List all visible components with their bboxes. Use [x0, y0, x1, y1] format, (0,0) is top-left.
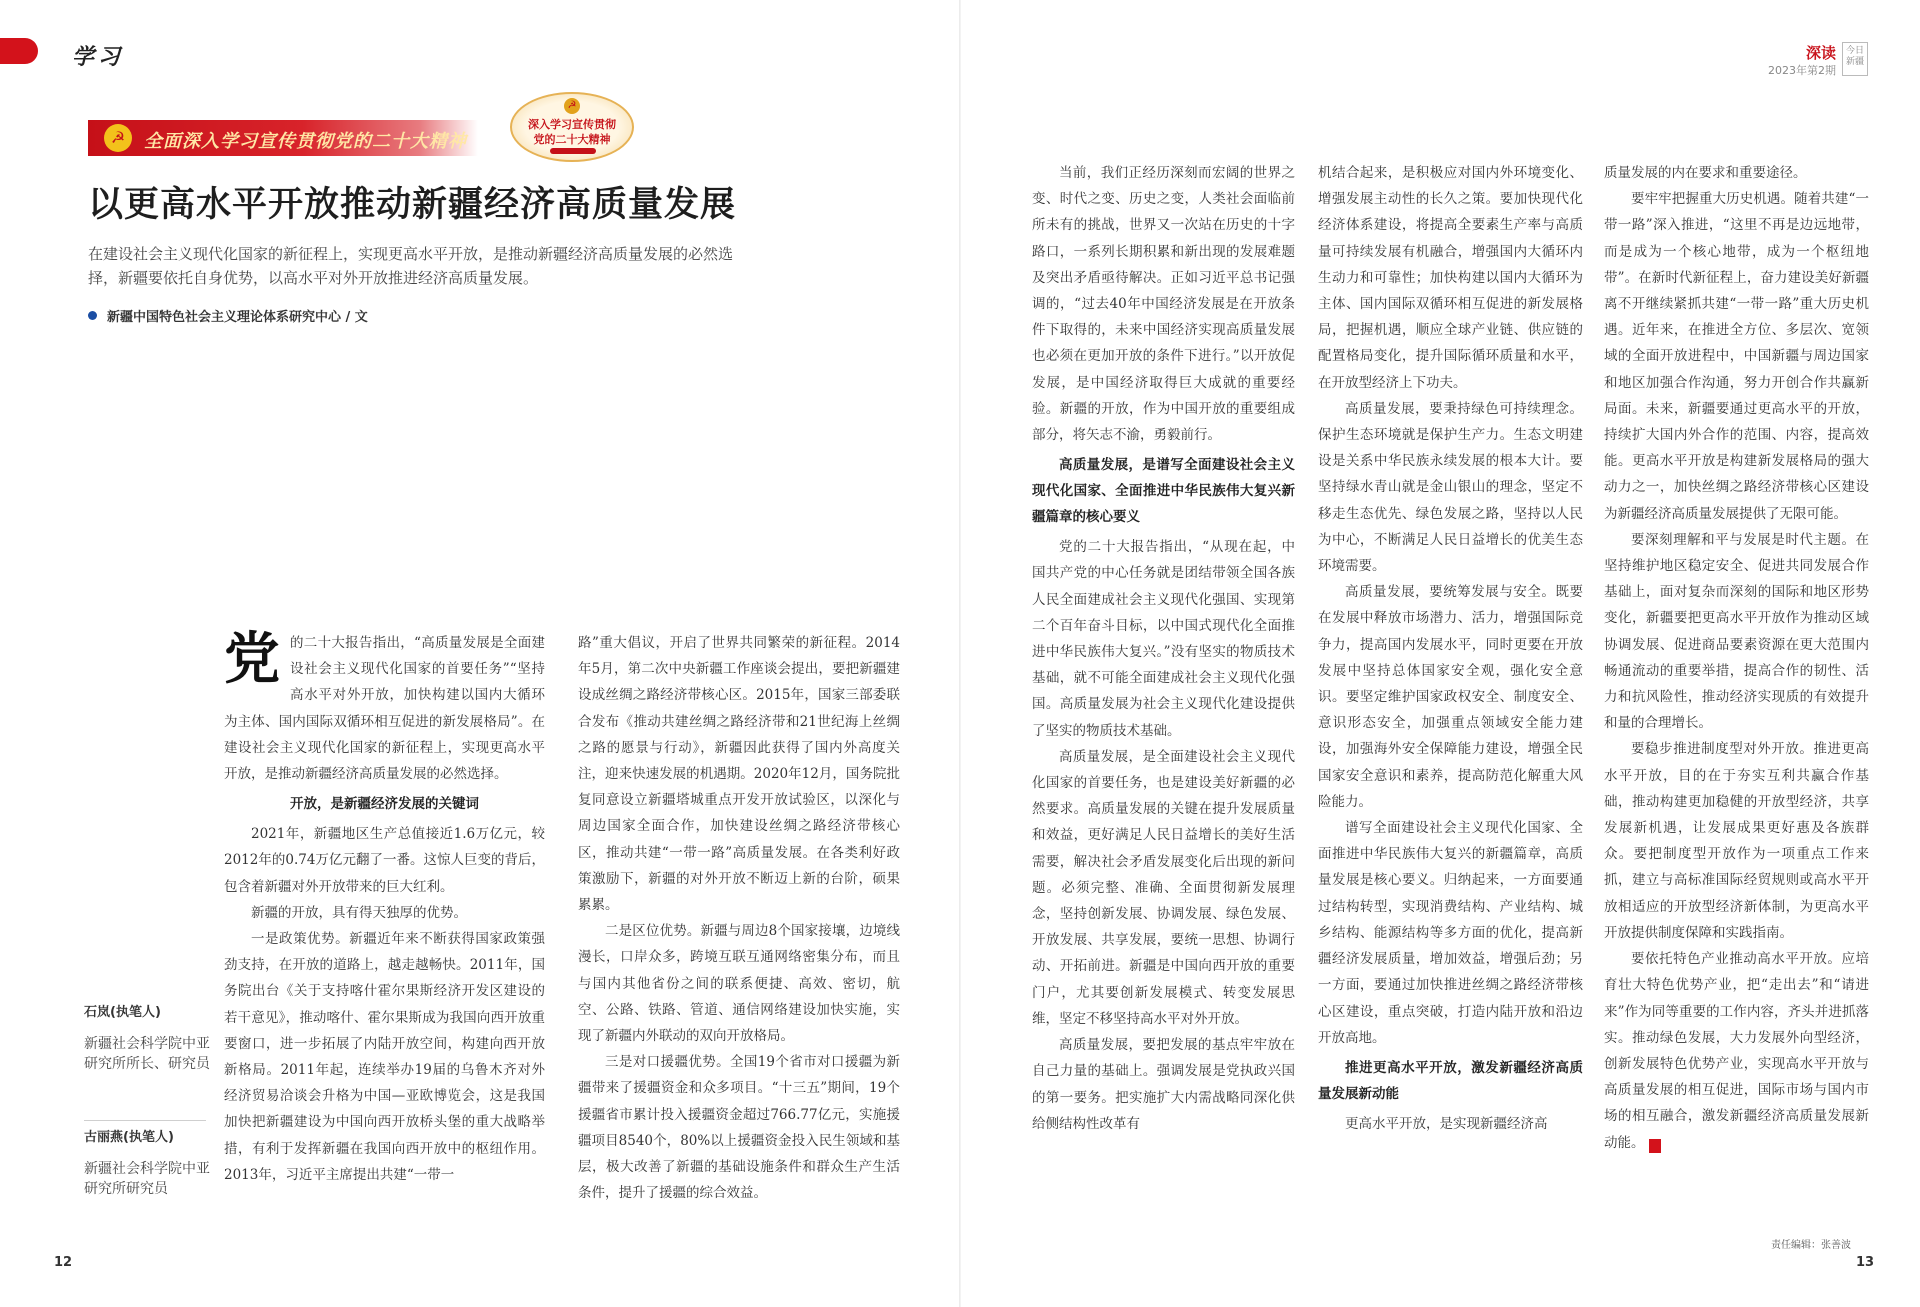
body-paragraph: 2021年，新疆地区生产总值接近1.6万亿元，较2012年的0.74万亿元翻了一番。这惊人巨变的背后，包含着新疆对外开放带来的巨大红利。 [224, 826, 545, 895]
section-tab [0, 38, 38, 64]
body-paragraph: 当前，我们正经历深刻而宏阔的世界之变、时代之变、历史之变，人类社会面临前所未有的挑战，世界又一次站在历史的十字路口，一系列长期积累和新出现的发展难题及突出矛盾亟待解决。正如习近平总书记强调的，“过去40年中国经济发展是在开放条件下取得的，未来中国经济实现高质量发展也必须在更加开放的条件下进行。”以开放促发展，是中国经济取得巨大成就的重要经验。新疆的开放，作为中国开放的重要组成部分，将矢志不渝，勇毅前行。 [1032, 165, 1295, 444]
end-mark-icon: J [1649, 1139, 1661, 1153]
body-paragraph: 要稳步推进制度型对外开放。推进更高水平开放，目的在于夯实互利共赢合作基础，推动构建更加稳健的开放型经济，共享发展新机遇，让发展成果更好惠及各族群众。要把制度型开放作为一项重点工作来抓，建立与高标准国际经贸规则或高水平开放相适应的开放型经济新体制，为更高水平开放提供制度保障和实践指南。 [1604, 741, 1869, 941]
body-paragraph: 新疆的开放，具有得天独厚的优势。 [251, 904, 467, 921]
body-paragraph: 机结合起来，是积极应对国内外环境变化、增强发展主动性的长久之策。要加快现代化经济体系建设，将提高全要素生产率与高质量可持续发展有机融合，增强国内大循环内生动力和可靠性；加快构建以国内大循环为主体、国内国际双循环相互促进的新发展格局，把握机遇，顺应全球产业链、供应链的配置格局变化，提升国际循环质量和水平，在开放型经济上下功夫。 [1318, 165, 1583, 391]
byline-dot-icon [88, 311, 97, 320]
banner-text: 全面深入学习宣传贯彻党的二十大精神 [144, 131, 467, 152]
body-column-5 [1604, 160, 1869, 1156]
masthead-issue: 2023年第2期 [1768, 64, 1836, 77]
body-paragraph: 高质量发展，要秉持绿色可持续理念。保护生态环境就是保护生产力。生态文明建设是关系中华民族永续发展的根本大计。要坚持绿水青山就是金山银山的理念，坚定不移走生态优先、绿色发展之路，坚持以人民为中心，不断满足人民日益增长的优美生态环境需要。 [1318, 400, 1583, 575]
body-column-4 [1318, 160, 1583, 1137]
dropcap: 党 [224, 626, 280, 692]
editor-credit: 责任编辑：张善波 [1771, 1240, 1851, 1251]
spread-gutter [959, 0, 961, 1307]
body-paragraph: 高质量发展，要把发展的基点牢牢放在自己力量的基础上。强调发展是党执政兴国的第一要务。把实施扩大内需战略同深化供给侧结构性改革有 [1032, 1037, 1295, 1132]
section-heading: 推进更高水平开放，激发新疆经济高质量发展新动能 [1318, 1059, 1583, 1102]
author-title: 新疆社会科学院中亚研究所研究员 [84, 1161, 210, 1197]
body-column-1 [224, 626, 545, 1188]
body-paragraph: 质量发展的内在要求和重要途径。 [1604, 165, 1807, 181]
paragraph-text: 要依托特色产业推动高水平开放。应培育壮大特色优势产业，把“走出去”和“请进来”作为同等重要的工作内容，齐头并进抓落实。推动绿色发展，大力发展外向型经济，创新发展特色优势产业，实现高水平开放与高质量发展的相互促进，国际市场与国内市场的相互融合，激发新疆经济高质量发展新动能。 [1604, 951, 1869, 1151]
author-card [84, 1126, 214, 1199]
byline-text: 新疆中国特色社会主义理论体系研究中心 / 文 [107, 310, 368, 325]
masthead-logo: 今日新疆 [1842, 42, 1868, 76]
author-name: 古丽燕(执笔人) [84, 1130, 174, 1145]
badge-ribbon [550, 148, 596, 154]
body-paragraph: 三是对口援疆优势。全国19个省市对口援疆为新疆带来了援疆资金和众多项目。“十三五”期间，19个援疆省市累计投入援疆资金超过766.77亿元，实施援疆项目8540个，80%以上援疆资金投入民生领域和基层，极大改善了新疆的基础设施条件和群众生产生活条件，提升了援疆的综合效益。 [578, 1054, 900, 1202]
party-emblem-icon: ☭ [104, 124, 132, 152]
page-number-right: 13 [1856, 1255, 1875, 1270]
article-headline: 以更高水平开放推动新疆经济高质量发展 [88, 185, 737, 225]
body-paragraph: 路”重大倡议，开启了世界共同繁荣的新征程。2014年5月，第二次中央新疆工作座谈会提出，要把新疆建设成丝绸之路经济带核心区。2015年，国家三部委联合发布《推动共建丝绸之路经济带和21世纪海上丝绸之路的愿景与行动》，新疆因此获得了国内外高度关注，迎来快速发展的机遇期。2020年12月，国务院批复同意设立新疆塔城重点开发开放试验区，以深化与周边国家全面合作，加快建设丝绸之路经济带核心区，推动共建“一带一路”高质量发展。在各类利好政策激励下，新疆的对外开放不断迈上新的台阶，硕果累累。 [578, 635, 900, 914]
body-paragraph: 高质量发展，是全面建设社会主义现代化国家的首要任务，也是建设美好新疆的必然要求。高质量发展的关键在提升发展质量和效益，更好满足人民日益增长的美好生活需要，解决社会矛盾发展变化后出现的新问题。必须完整、准确、全面贯彻新发展理念，坚持创新发展、协调发展、绿色发展、开放发展、共享发展，要统一思想、协调行动、开拓前进。新疆是中国向西开放的重要门户，尤其要创新发展模式、转变发展思维，坚定不移坚持高水平对外开放。 [1032, 748, 1295, 1027]
body-paragraph: 二是区位优势。新疆与周边8个国家接壤，边境线漫长，口岸众多，跨境互联互通网络密集分布，而且与国内其他省份之间的联系便捷、高效、密切，航空、公路、铁路、管道、通信网络建设加快实施，实现了新疆内外联动的双向开放格局。 [578, 923, 900, 1045]
badge-line2: 党的二十大精神 [533, 133, 611, 146]
article-lead: 在建设社会主义现代化国家的新征程上，实现更高水平开放，是推动新疆经济高质量发展的必然选择，新疆要依托自身优势，以高水平对外开放推进经济高质量发展。 [88, 245, 734, 287]
body-column-3 [1032, 160, 1295, 1137]
campaign-badge [510, 92, 634, 162]
article-byline [88, 306, 368, 325]
author-name: 石岚(执笔人) [84, 1005, 161, 1020]
badge-emblem-icon: ☭ [564, 98, 580, 114]
paragraph-text: 的二十大报告指出，“高质量发展是全面建设社会主义现代化国家的首要任务”“坚持高水平对外开放，加快构建以国内大循环为主体、国内国际双循环相互促进的新发展格局”。在建设社会主义现代化国家的新征程上，实现更高水平开放，是推动新疆经济高质量发展的必然选择。 [224, 635, 545, 783]
author-divider [84, 1120, 206, 1121]
body-paragraph: 要深刻理解和平与发展是时代主题。在坚持维护地区稳定安全、促进共同发展合作基础上，面对复杂而深刻的国际和地区形势变化，新疆要把更高水平开放作为推动区域协调发展、促进商品要素资源在更大范围内畅通流动的重要举措，提高合作的韧性、活力和抗风险性，推动经济实现质的有效提升和量的合理增长。 [1604, 531, 1869, 732]
body-paragraph: 一是政策优势。新疆近年来不断获得国家政策强劲支持，在开放的道路上，越走越畅快。2011年，国务院出台《关于支持喀什霍尔果斯经济开发区建设的若干意见》，推动喀什、霍尔果斯成为我国向西开放重要窗口，进一步拓展了内陆开放空间，构建向西开放新格局。2011年起，连续举办19届的乌鲁木齐对外经济贸易洽谈会升格为中国—亚欧博览会，这是我国加快把新疆建设为中国向西开放桥头堡的重大战略举措，有利于发挥新疆在我国向西开放中的枢纽作用。2013年，习近平主席提出共建“一带一 [224, 931, 545, 1183]
masthead-name: 深读 [1805, 44, 1836, 62]
masthead [1718, 42, 1878, 82]
section-heading: 开放，是新疆经济发展的关键词 [290, 796, 479, 813]
badge-line1: 深入学习宣传贯彻 [528, 118, 616, 131]
topic-banner [88, 120, 478, 156]
body-paragraph: 谱写全面建设社会主义现代化国家、全面推进中华民族伟大复兴的新疆篇章，高质量发展是核心要义。归纳起来，一方面要通过结构转型，实现消费结构、产业结构、城乡结构、能源结构等多方面的优化，提高新疆经济发展质量，增加效益，增强后劲；另一方面，要通过加快推进丝绸之路经济带核心区建设，重点突破，打造内陆开放和沿边开放高地。 [1318, 820, 1583, 1046]
body-paragraph: 更高水平开放，是实现新疆经济高 [1345, 1115, 1548, 1132]
body-paragraph: 要牢牢把握重大历史机遇。随着共建“一带一路”深入推进，“这里不再是边远地带，而是成为一个核心地带，成为一个枢纽地带”。在新时代新征程上，奋力建设美好新疆离不开继续紧抓共建“一带一路”重大历史机遇。近年来，在推进全方位、多层次、宽领域的全面开放进程中，中国新疆与周边国家和地区加强合作沟通，努力开创合作共赢新局面。未来，新疆要通过更高水平的开放，持续扩大国内外合作的范围、内容，提高效能。更高水平开放是构建新发展格局的强大动力之一，加快丝绸之路经济带核心区建设为新疆经济高质量发展提供了无限可能。 [1604, 191, 1869, 522]
author-card [84, 1001, 214, 1074]
body-paragraph [224, 626, 545, 787]
author-title: 新疆社会科学院中亚研究所所长、研究员 [84, 1036, 210, 1072]
body-paragraph: 高质量发展，要统筹发展与安全。既要在发展中释放市场潜力、活力，增强国际竞争力，提高国内发展水平，同时更要在开放发展中坚持总体国家安全观，强化安全意识。要坚定维护国家政权安全、制度安全、意识形态安全，加强重点领域安全能力建设，加强海外安全保障能力建设，增强全民国家安全意识和素养，提高防范化解重大风险能力。 [1318, 584, 1583, 810]
body-column-2 [578, 630, 900, 1206]
body-paragraph: 党的二十大报告指出，“从现在起，中国共产党的中心任务就是团结带领全国各族人民全面建成社会主义现代化强国、实现第二个百年奋斗目标，以中国式现代化全面推进中华民族伟大复兴。”没有坚实的物质技术基础，就不可能全面建成社会主义现代化强国。高质量发展为社会主义现代化建设提供了坚实的物质技术基础。 [1032, 539, 1295, 739]
page-number-left: 12 [54, 1255, 73, 1270]
section-title: 学习 [72, 45, 125, 70]
section-heading: 高质量发展，是谱写全面建设社会主义现代化国家、全面推进中华民族伟大复兴新疆篇章的核心要义 [1032, 457, 1295, 526]
body-paragraph [1604, 946, 1869, 1156]
